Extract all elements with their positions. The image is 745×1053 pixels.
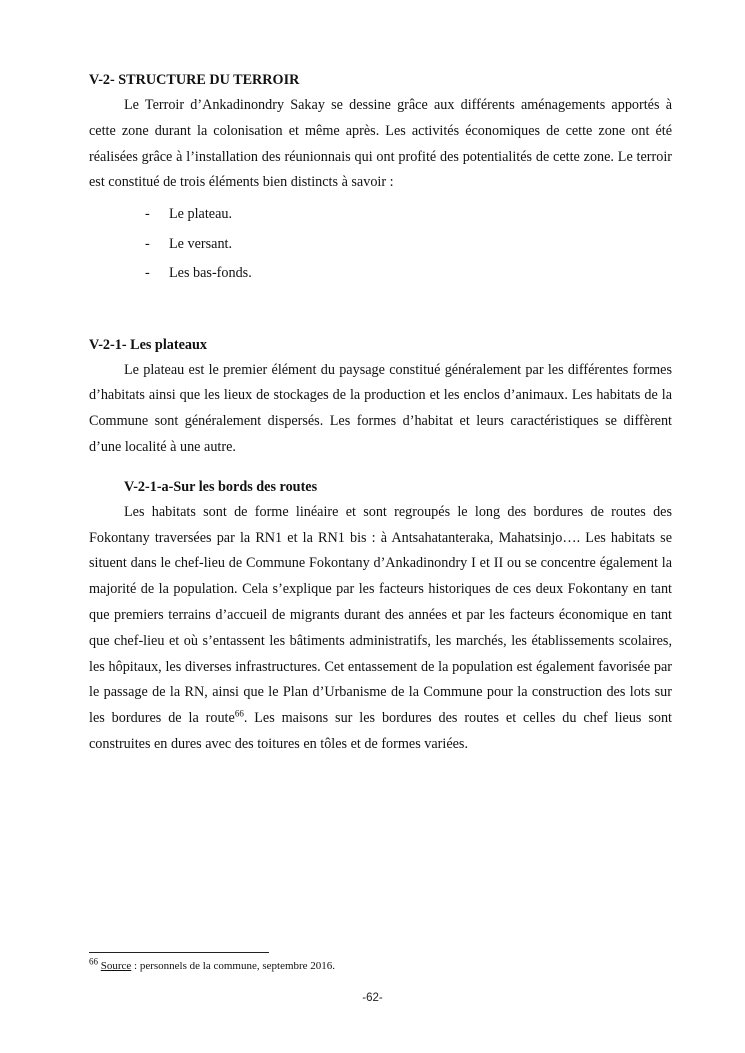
- list-item: [89, 259, 672, 289]
- list-dash: -: [145, 206, 150, 223]
- section-intro-paragraph: Le Terroir d’Ankadinondry Sakay se dessine grâce aux différents aménagements apportés à cette zone durant la colonisation et même après. Les activités économiques de cette zone ont été réalisées grâce à l’installation des réunionnais qui ont profité des potentialités de cette zone. Le terroir est constitué de trois éléments bien distincts à savoir :: [89, 97, 672, 191]
- footnote-reference[interactable]: 66: [234, 708, 244, 719]
- subsubsection-heading: V-2-1-a-Sur les bords des routes: [124, 478, 318, 495]
- list-item: [89, 200, 672, 230]
- list-item: [89, 230, 672, 260]
- page-number: -62-: [362, 992, 383, 1004]
- subsubsection-paragraph: [89, 500, 672, 758]
- list-item-text: Le versant.: [169, 235, 233, 252]
- page-body: [89, 70, 672, 758]
- footnote-number: 66: [89, 956, 98, 967]
- list-item-text: Les bas-fonds.: [169, 265, 252, 282]
- section-heading: V-2- STRUCTURE DU TERROIR: [89, 72, 300, 88]
- footnote: [89, 956, 336, 973]
- list-dash: -: [145, 235, 150, 252]
- paragraph-text-part: . Les maisons sur les bordures des routes et celles du chef lieus sont construites en dures avec des toitures en tôles et de formes variées.: [89, 710, 673, 753]
- subsection-paragraph: Le plateau est le premier élément du paysage constitué généralement par les différentes formes d’habitats ainsi que les lieux de stockages de la production et les enclos d’animaux. Les habitats de la Commune sont généralement dispersés. Les formes d’habitat et leurs caractéristiques se diffèrent d’une localité à une autre.: [89, 361, 672, 456]
- list-dash: -: [145, 265, 150, 282]
- subsection-heading: V-2-1- Les plateaux: [89, 336, 207, 353]
- terroir-elements-list: [89, 200, 672, 289]
- footnote-text: : personnels de la commune, septembre 2016.: [131, 960, 336, 972]
- list-item-text: Le plateau.: [169, 206, 233, 223]
- footnote-source-label: Source: [100, 960, 132, 972]
- paragraph-text-part: Les habitats sont de forme linéaire et sont regroupés le long des bordures de routes des Fokontany traversées par la RN1 et la RN1 bis : à Antsahatanteraka, Mahatsinjo…. Les habitats se situent dans le chef-lieu de Commune Fokontany d’Ankadinondry I et II ou se concentre également la majorité de la population. Cela s’explique par les facteurs historiques de ces deux Fokontany en tant que premiers terrains d’accueil de migrants durant des années et par les facteurs économique en tant que chef-lieu et où s’entassent les bâtiments administratifs, les marchés, les établissements scolaires, les hôpitaux, les diverses infrastructures. Cet entassement de la population est également favorisée par le passage de la RN, ainsi que le Plan d’Urbanisme de la Commune pour la construction des lots sur les bordures de la route: [89, 503, 672, 727]
- footnote-separator: [89, 952, 269, 953]
